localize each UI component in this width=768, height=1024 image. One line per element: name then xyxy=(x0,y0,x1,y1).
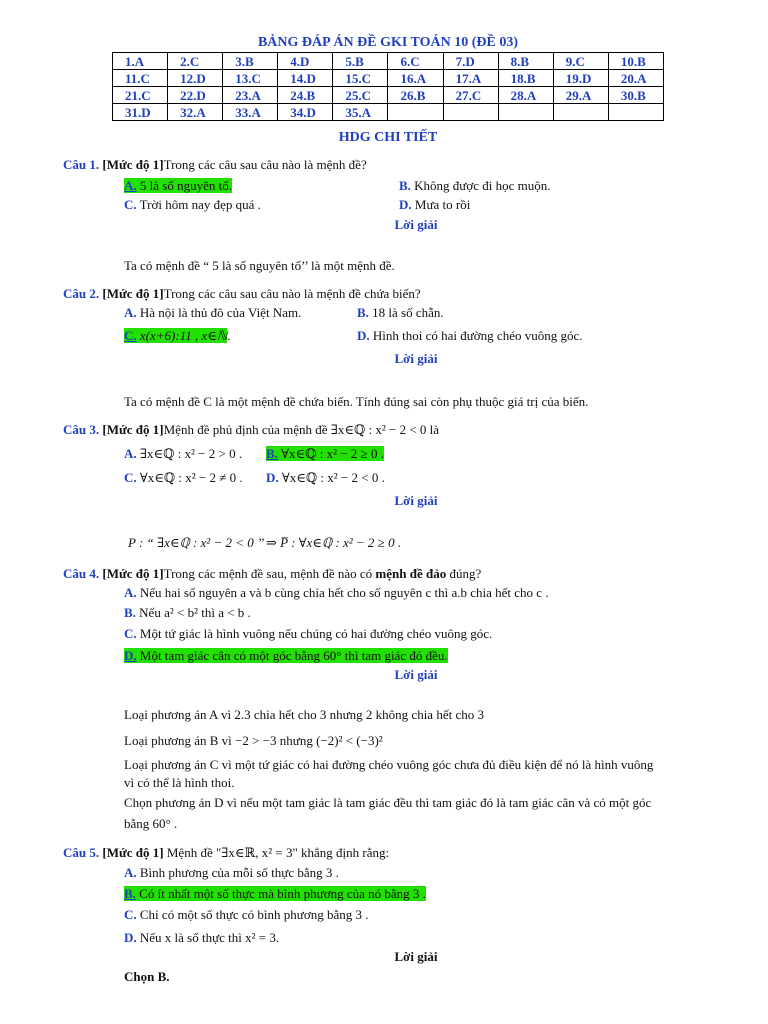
option-text: Hình thoi có hai đường chéo vuông góc. xyxy=(369,328,583,343)
answer-key-cell: 7.D xyxy=(443,53,498,70)
answer-key-cell: 18.B xyxy=(498,70,553,87)
option-text: Nếu x là số thực thì x² = 3. xyxy=(136,930,280,945)
q3-option-d xyxy=(266,469,385,486)
answer-key-cell: 1.A xyxy=(113,53,168,70)
q4-solution-line: bằng 60° . xyxy=(124,816,178,831)
answer-key-cell: 21.C xyxy=(113,87,168,104)
answer-key-cell: 23.A xyxy=(223,87,278,104)
option-text: ∀x∈ℚ : x² − 2 ≥ 0 . xyxy=(277,446,384,461)
option-key: A. xyxy=(124,178,137,193)
answer-key-cell: 31.D xyxy=(113,104,168,121)
q3-option-b xyxy=(266,445,384,462)
option-text: Một tứ giác là hình vuông nếu chúng có hai đường chéo vuông góc. xyxy=(136,626,493,641)
q1-option-b xyxy=(399,177,551,194)
answer-key-cell: 28.A xyxy=(498,87,553,104)
answer-key-cell: 35.A xyxy=(333,104,388,121)
option-text: Không được đi học muộn. xyxy=(410,178,551,193)
option-key: D. xyxy=(124,648,137,663)
q3-option-a xyxy=(124,445,242,462)
q4-solution-heading: Lời giải xyxy=(394,667,438,682)
option-key: B. xyxy=(357,305,369,320)
option-text: ∀x∈ℚ : x² − 2 < 0 . xyxy=(278,470,385,485)
option-text: Có ít nhất một số thực mà bình phương của nó bằng 3 . xyxy=(135,886,426,901)
answer-key-cell: 8.B xyxy=(498,53,553,70)
question-level: [Mức độ 1] xyxy=(102,566,164,581)
answer-key-cell xyxy=(553,104,608,121)
q5-option-d xyxy=(124,929,279,946)
question-text-emphasis: mệnh đề đảo xyxy=(375,566,447,581)
option-text: Trời hôm nay đẹp quá . xyxy=(136,197,261,212)
option-text: Mưa to rồi xyxy=(411,197,471,212)
option-text: Một tam giác cân có một góc bằng 60° thì tam giác đó đều. xyxy=(136,648,448,663)
answer-key-row xyxy=(113,53,664,70)
question-text: Mệnh đề "∃x∈ℝ, x² = 3" khẳng định rằng: xyxy=(163,845,390,860)
option-key: D. xyxy=(357,328,370,343)
question-3-stem xyxy=(63,421,439,438)
question-label: Câu 3. xyxy=(63,422,100,437)
answer-key-cell: 27.C xyxy=(443,87,498,104)
answer-key-cell: 29.A xyxy=(553,87,608,104)
answer-key-cell: 11.C xyxy=(113,70,168,87)
question-text: Trong các câu sau câu nào là mệnh đề? xyxy=(163,157,367,172)
answer-key-cell xyxy=(498,104,553,121)
option-key: B. xyxy=(124,886,136,901)
answer-key-cell: 22.D xyxy=(168,87,223,104)
option-text: Nếu hai số nguyên a và b cùng chia hết cho số nguyên c thì a.b chia hết cho c . xyxy=(136,585,549,600)
answer-key-cell: 10.B xyxy=(608,53,663,70)
answer-key-cell xyxy=(388,104,443,121)
q4-option-c xyxy=(124,625,492,642)
question-level: [Mức độ 1] xyxy=(102,286,164,301)
question-label: Câu 5. xyxy=(63,845,100,860)
question-1-stem xyxy=(63,156,367,173)
answer-key-cell: 5.B xyxy=(333,53,388,70)
answer-key-row xyxy=(113,70,664,87)
q4-solution-line: Loại phương án B vì −2 > −3 nhưng (−2)² < (−3)² xyxy=(124,733,383,748)
q5-option-c xyxy=(124,906,368,923)
option-key: A. xyxy=(124,305,137,320)
answer-key-cell: 4.D xyxy=(278,53,333,70)
q2-option-c xyxy=(124,327,231,344)
q2-option-a xyxy=(124,304,301,321)
question-2-stem xyxy=(63,285,421,302)
answer-key-cell: 2.C xyxy=(168,53,223,70)
question-4-stem xyxy=(63,565,481,582)
answer-key-cell: 6.C xyxy=(388,53,443,70)
option-text: Nếu a² < b² thì a < b . xyxy=(135,605,251,620)
option-key: A. xyxy=(124,865,137,880)
q4-solution-line: Loại phương án A vì 2.3 chia hết cho 3 nhưng 2 không chia hết cho 3 xyxy=(124,707,484,722)
q5-answer: Chọn B. xyxy=(124,969,170,984)
q1-option-d xyxy=(399,196,470,213)
question-level: [Mức độ 1] xyxy=(102,422,164,437)
option-text: x(x+6):11 , x∈ℕ xyxy=(136,328,228,343)
answer-key-cell: 17.A xyxy=(443,70,498,87)
question-text: Trong các câu sau câu nào là mệnh đề chứa biến? xyxy=(163,286,421,301)
q4-solution-line: Loại phương án C vì một tứ giác có hai đường chéo vuông góc chưa đủ điều kiện để nó là hình vuông xyxy=(124,757,654,772)
q2-solution-heading: Lời giải xyxy=(394,351,438,366)
answer-key-row xyxy=(113,87,664,104)
question-label: Câu 2. xyxy=(63,286,100,301)
option-text: 18 là số chẵn. xyxy=(368,305,444,320)
option-text: 5 là số nguyên tố. xyxy=(136,178,232,193)
option-key: C. xyxy=(124,328,137,343)
option-key: C. xyxy=(124,626,137,641)
q1-solution-heading: Lời giải xyxy=(394,217,438,232)
q1-option-a xyxy=(124,177,232,194)
q3-solution: P : “ ∃x∈ℚ : x² − 2 < 0 ’’ ⇒ P̅ : ∀x∈ℚ : x² − 2 ≥ 0 . xyxy=(128,535,402,550)
option-text: Hà nội là thủ đô của Việt Nam. xyxy=(136,305,302,320)
option-key: C. xyxy=(124,197,137,212)
answer-key-cell: 24.B xyxy=(278,87,333,104)
option-text: ∀x∈ℚ : x² − 2 ≠ 0 . xyxy=(136,470,243,485)
answer-key-cell: 12.D xyxy=(168,70,223,87)
answer-key-cell: 3.B xyxy=(223,53,278,70)
option-key: D. xyxy=(399,197,412,212)
option-text: Chỉ có một số thực có bình phương bằng 3 . xyxy=(136,907,369,922)
option-key: D. xyxy=(266,470,279,485)
section-title: HDG CHI TIẾT xyxy=(338,130,438,145)
question-level: [Mức độ 1] xyxy=(102,157,164,172)
q4-solution-line: vì có thể là hình thoi. xyxy=(124,775,235,790)
answer-key-cell: 16.A xyxy=(388,70,443,87)
option-key: D. xyxy=(124,930,137,945)
q3-option-c xyxy=(124,469,243,486)
q1-solution: Ta có mệnh đề “ 5 là số nguyên tố’’ là một mệnh đề. xyxy=(124,258,395,273)
question-label: Câu 4. xyxy=(63,566,100,581)
answer-key-cell: 32.A xyxy=(168,104,223,121)
answer-key-cell: 20.A xyxy=(608,70,663,87)
answer-key-cell: 33.A xyxy=(223,104,278,121)
answer-key-cell: 14.D xyxy=(278,70,333,87)
option-tail: . xyxy=(227,328,231,343)
answer-key-cell: 34.D xyxy=(278,104,333,121)
question-text-end: đúng? xyxy=(446,566,482,581)
option-key: B. xyxy=(124,605,136,620)
answer-key-cell: 13.C xyxy=(223,70,278,87)
answer-key-row xyxy=(113,104,664,121)
q4-solution-line: Chọn phương án D vì nếu một tam giác là tam giác đều thì tam giác đó là tam giác cân và có một góc xyxy=(124,795,652,810)
answer-key-cell: 19.D xyxy=(553,70,608,87)
q2-solution: Ta có mệnh đề C là một mệnh đề chứa biến. Tính đúng sai còn phụ thuộc giá trị của biến. xyxy=(124,394,589,409)
question-text: Mệnh đề phủ định của mệnh đề ∃x∈ℚ : x² − 2 < 0 là xyxy=(163,422,440,437)
answer-key-cell: 9.C xyxy=(553,53,608,70)
answer-key-cell xyxy=(443,104,498,121)
q2-option-b xyxy=(357,304,444,321)
q5-option-a xyxy=(124,864,339,881)
q5-option-b xyxy=(124,885,426,902)
question-5-stem xyxy=(63,844,389,861)
option-text: ∃x∈ℚ : x² − 2 > 0 . xyxy=(136,446,243,461)
q5-solution-heading: Lời giải xyxy=(394,949,438,964)
option-text: Bình phương của mỗi số thực bằng 3 . xyxy=(136,865,339,880)
option-key: A. xyxy=(124,585,137,600)
option-key: C. xyxy=(124,470,137,485)
q2-option-d xyxy=(357,327,583,344)
option-key: C. xyxy=(124,907,137,922)
question-label: Câu 1. xyxy=(63,157,100,172)
question-level: [Mức độ 1] xyxy=(102,845,164,860)
q4-option-d xyxy=(124,647,448,664)
answer-key-cell: 26.B xyxy=(388,87,443,104)
q4-option-b xyxy=(124,604,251,621)
q4-option-a xyxy=(124,584,549,601)
page-title: BẢNG ĐÁP ÁN ĐỀ GKI TOÁN 10 (ĐỀ 03) xyxy=(257,35,519,50)
answer-key-cell: 15.C xyxy=(333,70,388,87)
option-key: A. xyxy=(124,446,137,461)
answer-key-table xyxy=(112,52,664,121)
answer-key-cell xyxy=(608,104,663,121)
option-key: B. xyxy=(266,446,278,461)
answer-key-cell: 30.B xyxy=(608,87,663,104)
answer-key-cell: 25.C xyxy=(333,87,388,104)
option-key: B. xyxy=(399,178,411,193)
q1-option-c xyxy=(124,196,261,213)
q3-solution-heading: Lời giải xyxy=(394,493,438,508)
question-text: Trong các mệnh đề sau, mệnh đề nào có xyxy=(163,566,376,581)
